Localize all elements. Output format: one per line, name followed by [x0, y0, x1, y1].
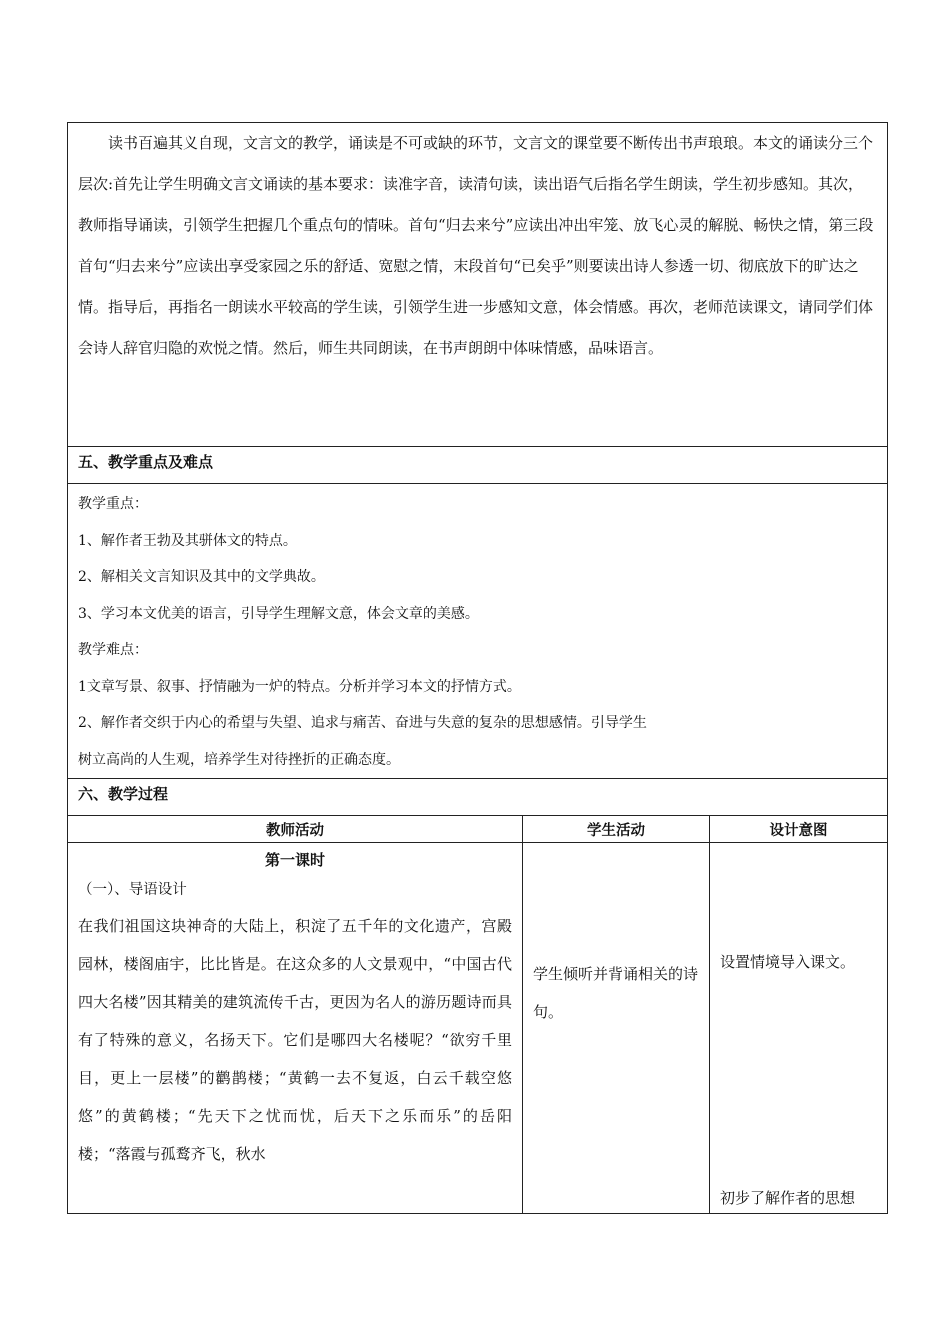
key-points-label: 教学重点：: [78, 496, 148, 512]
student-activity-text: 学生倾听并背诵相关的诗句。: [533, 965, 699, 1021]
column-header-design: 设计意图: [710, 816, 888, 843]
recitation-intro-cell: [68, 123, 888, 447]
student-activity-cell: [523, 843, 710, 1214]
section-five-heading: 五、教学重点及难点: [68, 447, 888, 484]
key-points-cell: [68, 484, 888, 779]
design-intent-text: 设置情境导入课文。: [720, 953, 856, 971]
recitation-intro-paragraph: 读书百遍其义自现，文言文的教学，诵读是不可或缺的环节，文言文的课堂要不断传出书声琅琅。本文的诵读分三个层次:首先让学生明确文言文诵读的基本要求：读准字音，读清句读，读出语气后指名学生朗读，学生初步感知。其次，教师指导诵读，引领学生把握几个重点句的情味。首句“归去来兮”应读出冲出牢笼、放飞心灵的解脱、畅快之情，第三段首句“归去来兮”应读出享受家园之乐的舒适、宽慰之情，末段首句“已矣乎”则要读出诗人参透一切、彻底放下的旷达之情。指导后，再指名一朗读水平较高的学生读，引领学生进一步感知文意，体会情感。再次，老师范读课文，请同学们体会诗人辞官归隐的欢悦之情。然后，师生共同朗读，在书声朗朗中体味情感，品味语言。: [78, 134, 874, 357]
lesson-plan-document: [67, 122, 887, 1214]
teacher-activity-text: 在我们祖国这块神奇的大陆上，积淀了五千年的文化遗产，宫殿园林，楼阁庙宇，比比皆是。在这众多的人文景观中，“中国古代四大名楼”因其精美的建筑流传千古，更因为名人的游历题诗而具有了特殊的意义，名扬天下。它们是哪四大名楼呢？“欲穷千里目，更上一层楼”的鹳鹊楼；“黄鹤一去不复返，白云千载空悠悠”的黄鹤楼；“先天下之忧而忧，后天下之乐而乐”的岳阳楼；“落霞与孤鹜齐飞，秋水: [78, 917, 512, 1163]
intro-design-subheading: （一）、导语设计: [78, 882, 187, 898]
difficulty-item: 1文章写景、叙事、抒情融为一炉的特点。分析并学习本文的抒情方式。: [78, 678, 521, 695]
lesson-title: 第一课时: [264, 851, 325, 869]
key-point-item: 3、学习本文优美的语言，引导学生理解文意，体会文章的美感。: [78, 605, 479, 622]
difficulty-item: 2、解作者交织于内心的希望与失望、追求与痛苦、奋进与失意的复杂的思想感情。引导学生: [78, 715, 647, 731]
difficulties-label: 教学难点：: [78, 642, 148, 658]
design-intent-cell: [710, 843, 888, 1214]
design-intent-text-2: 初步了解作者的思想: [720, 1189, 856, 1207]
column-header-teacher: 教师活动: [68, 816, 523, 843]
key-point-item: 1、解作者王勃及其骈体文的特点。: [78, 532, 297, 549]
column-header-student: 学生活动: [523, 816, 710, 843]
difficulty-item-continued: 树立高尚的人生观，培养学生对待挫折的正确态度。: [78, 751, 400, 768]
section-six-heading: 六、教学过程: [68, 779, 888, 816]
teacher-activity-cell: [68, 843, 523, 1214]
key-point-item: 2、解相关文言知识及其中的文学典故。: [78, 569, 325, 585]
lesson-plan-table: [67, 122, 888, 1214]
